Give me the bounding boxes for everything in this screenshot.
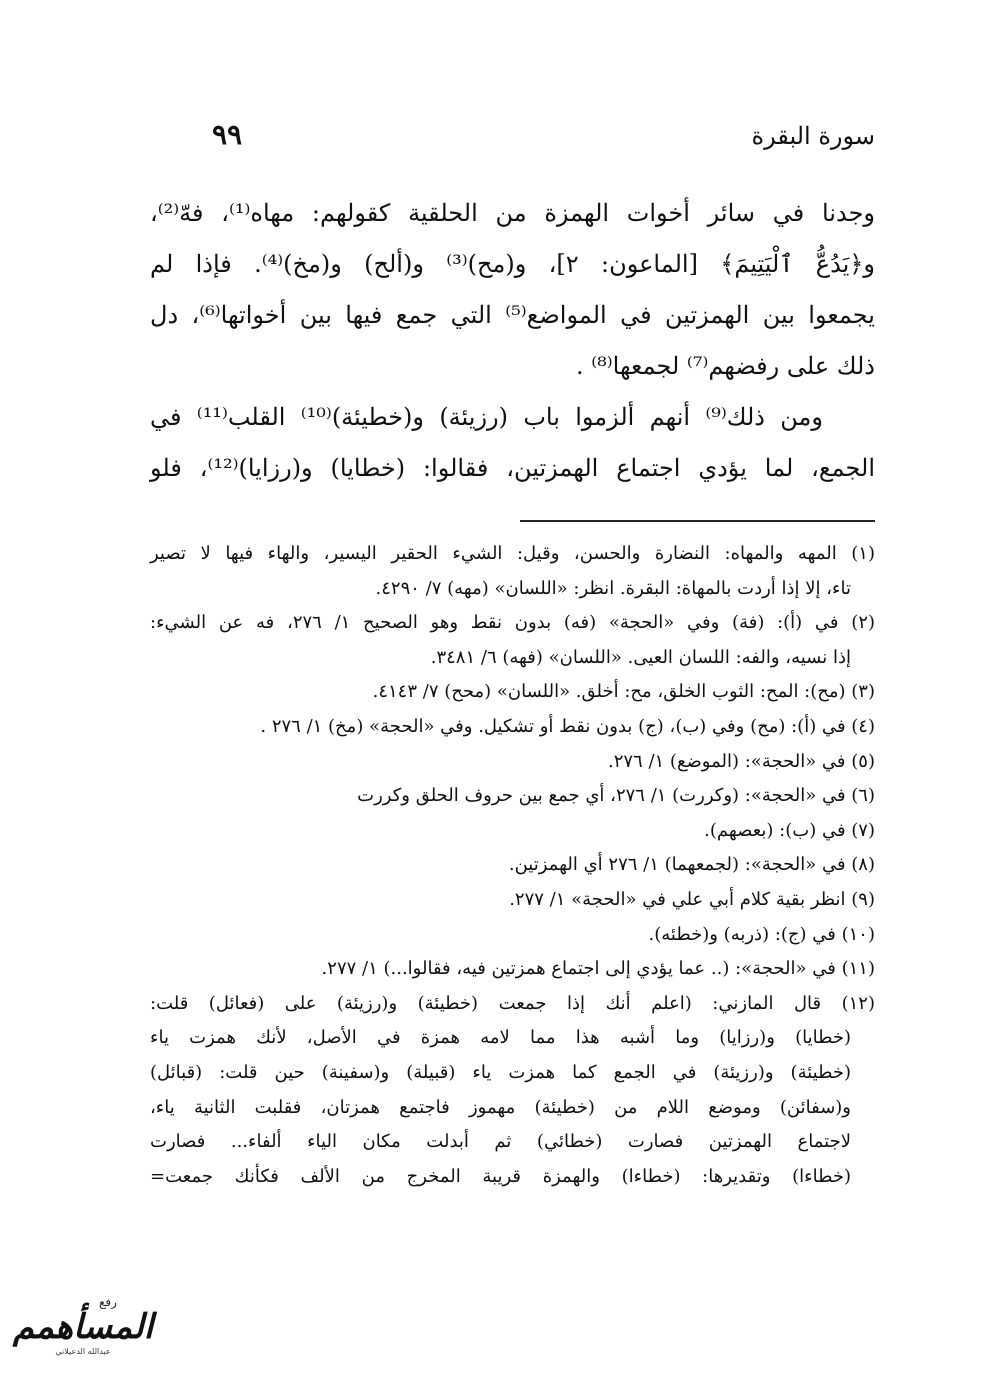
library-stamp-logo (8, 1288, 158, 1360)
footnote-line: (خطاءا) وتقديرها: (خطاءا) والهمزة قريبة المخرج من الألف فكأنك جمعت= (150, 1165, 851, 1187)
footnote-line: (٨) في «الحجة»: (لجمعهما) ١/ ٢٧٦ أي الهمزتين. (508, 854, 875, 876)
footnote-line: (٣) (مح): المح: الثوب الخلق، مح: أخلق. «اللسان» (محح) ٧/ ٤١٤٣. (372, 681, 875, 703)
footnote-line: (١٢) قال المازني: (اعلم أنك إذا جمعت (خطيئة) و(رزيئة) على (فعائل) قلت: (150, 992, 875, 1014)
footnote-line: (١١) في «الحجة»: (.. عما يؤدي إلى اجتماع همزتين فيه، فقالوا...) ١/ ٢٧٧. (321, 958, 875, 980)
footnote-line: (خطيئة) و(رزيئة) في الجمع كما همزت ياء (قبيلة) و(سفينة) حين قلت: (قبائل) (150, 1061, 851, 1083)
main-text (150, 188, 875, 494)
page-number: ٩٩ (212, 118, 243, 151)
footnote-line: (٧) في (ب): (بعصهم). (704, 819, 875, 841)
footnote-line: (٦) في «الحجة»: (وكررت) ١/ ٢٧٦، أي جمع بين حروف الحلق وكررت (357, 785, 875, 807)
surah-title: سورة البقرة (751, 122, 875, 150)
stamp-text-main: المسأهمم (12, 1307, 154, 1347)
footnote-line: و(سفائن) وموضع اللام من (خطيئة) مهموز فاجتمع همزتان، فقلبت الثانية ياء، (150, 1096, 851, 1118)
footnote-line: إذا نسيه، والفه: اللسان العيى. «اللسان» (فهه) ٦/ ٣٤٨١. (430, 646, 851, 668)
body-line: الجمع، لما يؤدي اجتماع الهمزتين، فقالوا: (خطايا) و(رزايا)⁽¹²⁾، فلو (150, 454, 875, 482)
page-header (150, 118, 875, 162)
body-line: ذلك على رفضهم⁽⁷⁾ لجمعها⁽⁸⁾ . (575, 352, 875, 380)
body-line: وجدنا في سائر أخوات الهمزة من الحلقية كقولهم: مهاه⁽¹⁾، فهّ⁽²⁾، (150, 199, 875, 227)
body-line: و﴿يَدُعُّ ٱلْيَتِيمَ﴾ [الماعون: ٢]، و(مح)⁽³⁾ و(ألح) و(مخ)⁽⁴⁾. فإذا لم (150, 250, 875, 278)
footnote-line: لاجتماع الهمزتين فصارت (خطائي) ثم أبدلت مكان الياء ألفاء... فصارت (150, 1131, 851, 1153)
footnote-line: (٥) في «الحجة»: (الموضع) ١/ ٢٧٦. (607, 750, 875, 772)
footnote-line: تاء، إلا إذا أردت بالمهاة: البقرة. انظر: «اللسان» (مهه) ٧/ ٤٢٩٠. (375, 577, 851, 599)
stamp-text-bottom: عبدالله الدعيلاني (55, 1347, 111, 1356)
footnote-separator (520, 520, 875, 522)
footnote-line: (٤) في (أ): (مح) وفي (ب)، (ج) بدون نقط أو تشكيل. وفي «الحجة» (مخ) ١/ ٢٧٦ . (260, 715, 875, 737)
footnote-line: (١٠) في (ج): (ذربه) و(خطئه). (648, 923, 875, 945)
footnote-line: (١) المهه والمهاه: النضارة والحسن، وقيل: الشيء الحقير اليسير، والهاء فيها لا تصير (150, 543, 875, 564)
footnotes (150, 537, 875, 1194)
footnote-line: (خطايا) و(رزايا) وما أشبه هذا مما لامه همزة في الأصل، لأنك همزت ياء (150, 1027, 851, 1049)
footnote-line: (٢) في (أ): (فة) وفي «الحجة» (فه) بدون نقط وهو الصحيح ١/ ٢٧٦، فه عن الشيء: (150, 612, 876, 634)
footnote-line: (٩) انظر بقية كلام أبي علي في «الحجة» ١/ ٢٧٧. (509, 888, 875, 910)
body-line: ومن ذلك⁽⁹⁾ أنهم ألزموا باب (رزيئة) و(خطيئة)⁽¹⁰⁾ القلب⁽¹¹⁾ في (150, 403, 823, 431)
body-line: يجمعوا بين الهمزتين في المواضع⁽⁵⁾ التي جمع فيها بين أخواتها⁽⁶⁾، دل (150, 301, 875, 329)
stamp-text-top: رفع (99, 1295, 117, 1309)
